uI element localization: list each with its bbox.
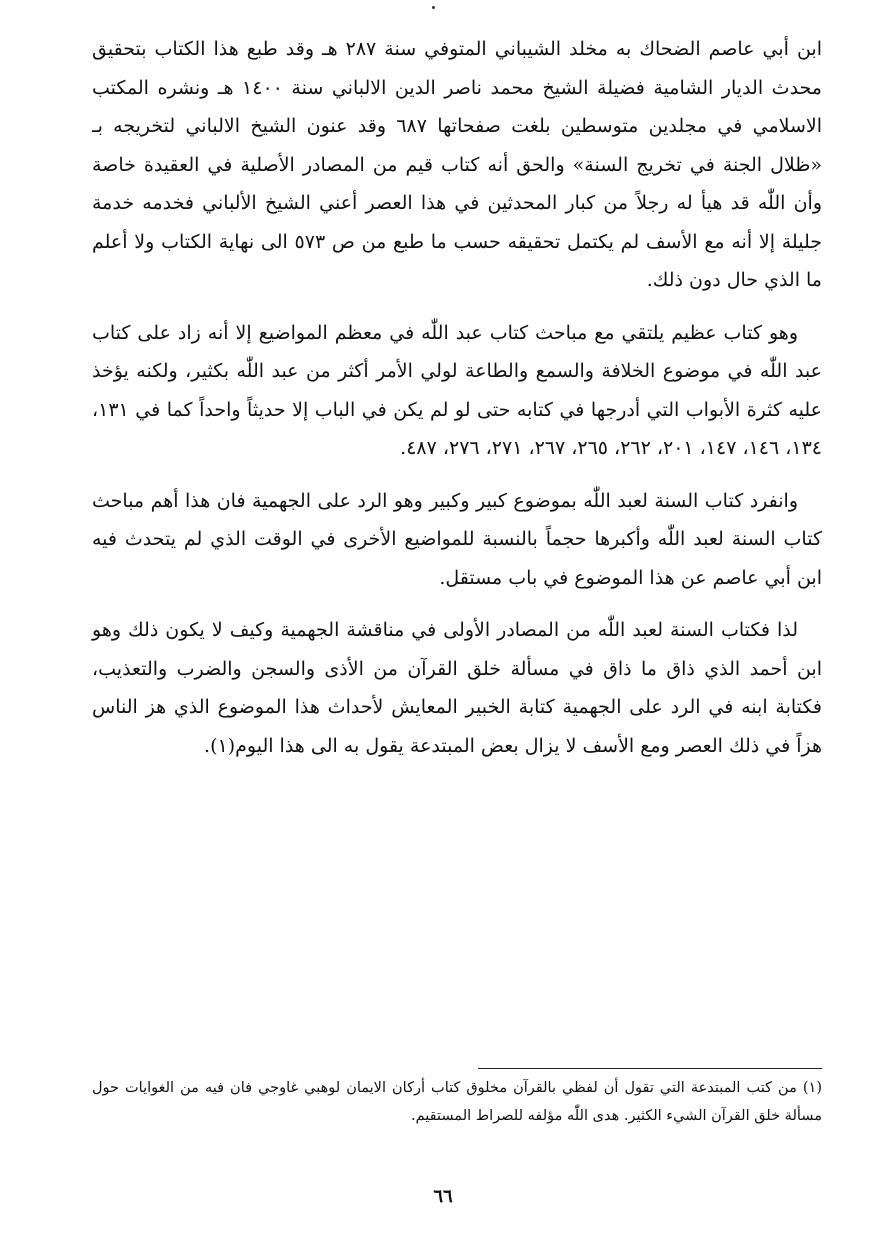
paragraph-3: وانفرد كتاب السنة لعبد اللّٰه بموضوع كبير وكبير وهو الرد على الجهمية فان هذا أهم مباحث كتاب السنة لعبد اللّٰه وأكبرها حجماً بالنسبة للمواضيع الأخرى في الوقت الذي لم يتحدث فيه ابن أبي عاصم عن هذا الموضوع في باب مستقل. — [92, 489, 822, 589]
main-text — [92, 30, 822, 779]
footnote-separator — [478, 1068, 822, 1069]
paragraph-4: لذا فكتاب السنة لعبد اللّٰه من المصادر الأولى في مناقشة الجهمية وكيف لا يكون ذلك وهو ابن أحمد الذي ذاق ما ذاق في مسألة خلق القرآن من الأذى والسجن والضرب والتعذيب، فكتابة ابنه في الرد على الجهمية كتابة الخبير المعايش لأحداث هذا الموضوع الذي هز الناس هزاً في ذلك العصر ومع الأسف لا يزال بعض المبتدعة يقول به الى هذا اليوم(١). — [92, 619, 822, 757]
footnote-text: (١) من كتب المبتدعة التي تقول أن لفظي بالقرآن مخلوق كتاب أركان الايمان لوهبي غاوجي فان فيه من الغوايات حول مسألة خلق القرآن الشيء الكثير. هدى اللّٰه مؤلفه للصراط المستقيم. — [92, 1080, 822, 1124]
paragraph-1: ابن أبي عاصم الضحاك به مخلد الشيباني المتوفي سنة ٢٨٧ هـ وقد طبع هذا الكتاب بتحقيق محدث الديار الشامية فضيلة الشيخ محمد ناصر الدين الالباني سنة ١٤٠٠ هـ ونشره المكتب الاسلامي في مجلدين متوسطين بلغت صفحاتها ٦٨٧ وقد عنون الشيخ الالباني لتخريجه بـ «ظلال الجنة في تخريج السنة» والحق أنه كتاب قيم من المصادر الأصلية في العقيدة خاصة وأن اللّٰه قد هيأ له رجلاً من كبار المحدثين في هذا العصر أعني الشيخ الألباني فخدمه خدمة جليلة إلا أنه مع الأسف لم يكتمل تحقيقه حسب ما طبع من ص ٥٧٣ الى نهاية الكتاب ولا أعلم ما الذي حال دون ذلك. — [92, 38, 822, 291]
paragraph-2: وهو كتاب عظيم يلتقي مع مباحث كتاب عبد اللّٰه في معظم المواضيع إلا أنه زاد على كتاب عبد اللّٰه في موضوع الخلافة والسمع والطاعة لولي الأمر أكثر من عبد اللّٰه بكثير، ولكنه يؤخذ عليه كثرة الأبواب التي أدرجها في كتابه حتى لو لم يكن في الباب إلا حديثاً واحداً كما في ١٣١، ١٣٤، ١٤٦، ١٤٧، ٢٠١، ٢٦٢، ٢٦٥، ٢٦٧، ٢٧١، ٢٧٦، ٤٨٧. — [92, 321, 822, 459]
footnote — [92, 1074, 822, 1130]
page-number: ٦٦ — [433, 1186, 453, 1207]
scan-speck — [432, 6, 435, 9]
